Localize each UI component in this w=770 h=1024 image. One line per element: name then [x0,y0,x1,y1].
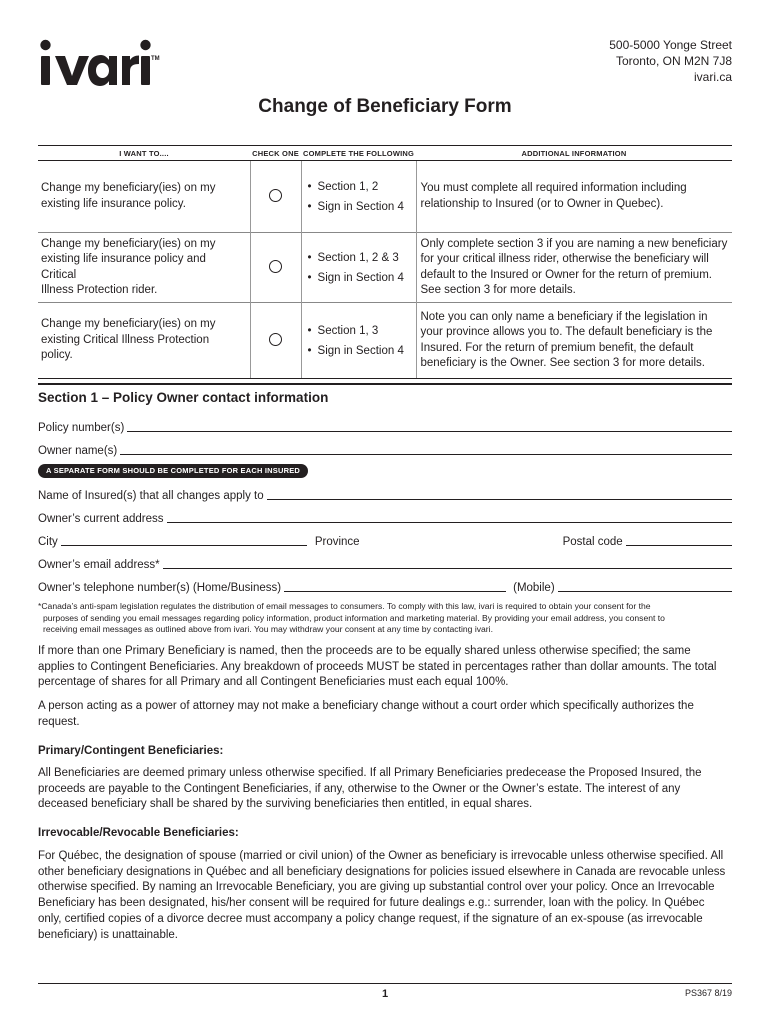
complete-item: • Sign in Section 4 [308,341,416,361]
section-1-header [38,383,732,405]
additional-info [416,233,732,303]
telephone-label: Owner’s telephone number(s) (Home/Business) [38,582,282,594]
option-text-line: existing life insurance policy. [41,197,186,210]
current-address-field [38,509,732,525]
company-address [609,37,732,85]
province-input[interactable] [363,545,563,546]
info-line: See section 3 for more details. [420,284,576,296]
footer-divider [38,983,732,984]
table-row [38,161,732,233]
check-cell [250,233,301,303]
option-description [38,233,250,303]
paragraph-line: If more than one Primary Beneficiary is named, then the proceeds are to be equally shared unless otherwise specified; the same [38,645,691,657]
table-row [38,303,732,379]
paragraph-line: applies to Contingent Beneficiaries. Any breakdown of proceeds MUST be stated in percentages rather than dollar amounts. The total [38,660,717,673]
primary-contingent-paragraph [38,766,738,813]
postal-code-label: Postal code [562,536,623,548]
shares-paragraph [38,644,738,691]
policy-number-label: Policy number(s) [38,422,125,434]
address-website: ivari.ca [693,70,732,84]
info-line: default to the Insured or Owner for the return of premium. [420,268,712,281]
power-of-attorney-paragraph [38,699,738,730]
table-row [38,233,732,303]
table-header-row [38,146,732,161]
email-label: Owner’s email address* [38,559,160,571]
check-cell [250,161,301,233]
footnote-line: receiving email messages as outlined above from ivari. You may withdraw your consent at any time by contacting ivari. [43,624,493,635]
email-field [38,555,732,571]
mobile-input[interactable] [558,591,732,592]
current-address-input[interactable] [167,522,733,523]
address-street: 500-5000 Yonge Street [609,38,732,52]
complete-list [301,303,416,379]
telephone-input[interactable] [284,591,506,592]
paragraph-line: only, certified copies of a divorce decree must accompany a policy change request, if the signature of an ex-spouse (as irrevocable [38,912,703,925]
paragraph-line: For Québec, the designation of spouse (married or civil union) of the Owner as beneficiary is irrevocable unless otherwise specified. All [38,850,724,862]
paragraph-line: other beneficiary designations in Québec and all beneficiary designations for policies issued elsewhere in Canada are revocable unless [38,865,726,878]
paragraph-line: All Beneficiaries are deemed primary unless otherwise specified. If all Primary Beneficiaries predecease the Proposed Insured, the [38,767,702,779]
option-text-line: Change my beneficiary(ies) on my [41,237,216,250]
info-line: for your critical illness rider, otherwise the beneficiary will [420,253,709,265]
insured-name-field [38,486,732,502]
insured-name-label: Name of Insured(s) that all changes apply to [38,490,264,502]
option-text-line: existing life insurance policy and Critical [41,253,206,281]
info-line: Insured. For the return of premium benefit, the default [420,341,694,354]
info-line: beneficiary is the Owner. See section 3 for more details. [420,357,705,369]
email-input[interactable] [163,568,732,569]
owner-name-input[interactable] [120,454,732,455]
paragraph-line: percentage of shares for all Primary and all Contingent Beneficiaries must each equal 100%. [38,676,509,689]
form-title: Change of Beneficiary Form [258,96,512,117]
owner-name-label: Owner name(s) [38,445,118,457]
complete-item: • Section 1, 3 [308,321,416,341]
option-description [38,161,250,233]
info-line: Note you can only name a beneficiary if the legislation in [420,310,708,323]
complete-item: • Section 1, 2 [308,177,416,197]
header-additional-info: ADDITIONAL INFORMATION [416,146,732,161]
option-text-line: Change my beneficiary(ies) on my [41,182,216,194]
additional-info [416,161,732,233]
header-check-one: CHECK ONE [250,146,301,161]
paragraph-line: A person acting as a power of attorney may not make a beneficiary change without a court order which specifically authorizes the [38,700,694,712]
option-text-line: Change my beneficiary(ies) on my [41,318,216,331]
postal-code-input[interactable] [626,545,732,546]
city-label: City [38,536,58,548]
city-province-postal-row [38,532,732,548]
page-number: 1 [381,988,389,1000]
header-complete-following: COMPLETE THE FOLLOWING [301,146,416,161]
address-city: Toronto, ON M2N 7J8 [615,54,732,68]
insured-name-input[interactable] [267,499,732,500]
city-input[interactable] [61,545,307,546]
complete-list [301,161,416,233]
current-address-label: Owner’s current address [38,513,164,525]
paragraph-line: deceased beneficiary shall be shared by the surviving beneficiaries then entitled, in equal shares. [38,798,533,811]
section-1-title: Section 1 – Policy Owner contact information [38,390,329,405]
paragraph-line: proceeds are payable to the Contingent Beneficiaries, if any, otherwise to the Owner or the Owner’s estate. The interest of any [38,782,681,795]
option-text-line: Illness Protection rider. [41,284,158,296]
owner-name-field [38,441,732,457]
radio-option-1[interactable] [269,189,282,202]
irrevocable-revocable-heading: Irrevocable/Revocable Beneficiaries: [38,827,239,839]
irrevocable-revocable-paragraph [38,849,738,943]
trademark-mark: TM [151,56,160,62]
province-label: Province [314,536,360,548]
info-line: relationship to Insured (or to Owner in Quebec). [420,197,664,210]
radio-option-3[interactable] [269,333,282,346]
option-description [38,303,250,379]
info-line: You must complete all required information including [420,182,687,194]
ivari-logo [38,38,158,90]
anti-spam-footnote [38,601,738,636]
policy-number-field [38,418,732,434]
footnote-line: *Canada’s anti-spam legislation regulates the distribution of email messages to consumers. To comply with this law, ivari is required to obtain your consent for the [38,601,651,611]
info-line: Only complete section 3 if you are naming a new beneficiary [420,237,728,250]
mobile-label: (Mobile) [513,582,555,594]
paragraph-line: request. [38,715,80,728]
paragraph-line: beneficiary) is unattainable. [38,928,178,941]
separate-form-badge: A SEPARATE FORM SHOULD BE COMPLETED FOR EACH INSURED [38,464,308,478]
telephone-field [38,578,732,594]
primary-contingent-heading: Primary/Contingent Beneficiaries: [38,745,224,757]
info-line: your province allows you to. The default beneficiary is the [420,326,713,338]
header-i-want-to: I WANT TO.... [38,146,250,161]
complete-item: • Sign in Section 4 [308,197,416,217]
policy-number-input[interactable] [127,431,732,432]
form-code: PS367 8/19 [684,988,732,998]
additional-info [416,303,732,379]
paragraph-line: Beneficiary has been designated, his/her consent will be required for future dealings e.g.: surrender, loan with the policy. In Québec [38,897,705,910]
option-text-line: existing Critical Illness Protection policy. [41,333,210,362]
radio-option-2[interactable] [269,260,282,273]
complete-list [301,233,416,303]
paragraph-line: otherwise specified. By naming an Irrevocable Beneficiary, you are giving up substantial control over your policy. Once an Irrevocable [38,881,715,894]
options-table [38,145,732,379]
check-cell [250,303,301,379]
complete-item: • Section 1, 2 & 3 [308,248,416,268]
complete-item: • Sign in Section 4 [308,268,416,288]
footnote-line: purposes of sending you email messages regarding policy information, product information and marketing material. By providing your email address, you consent to [43,612,665,623]
